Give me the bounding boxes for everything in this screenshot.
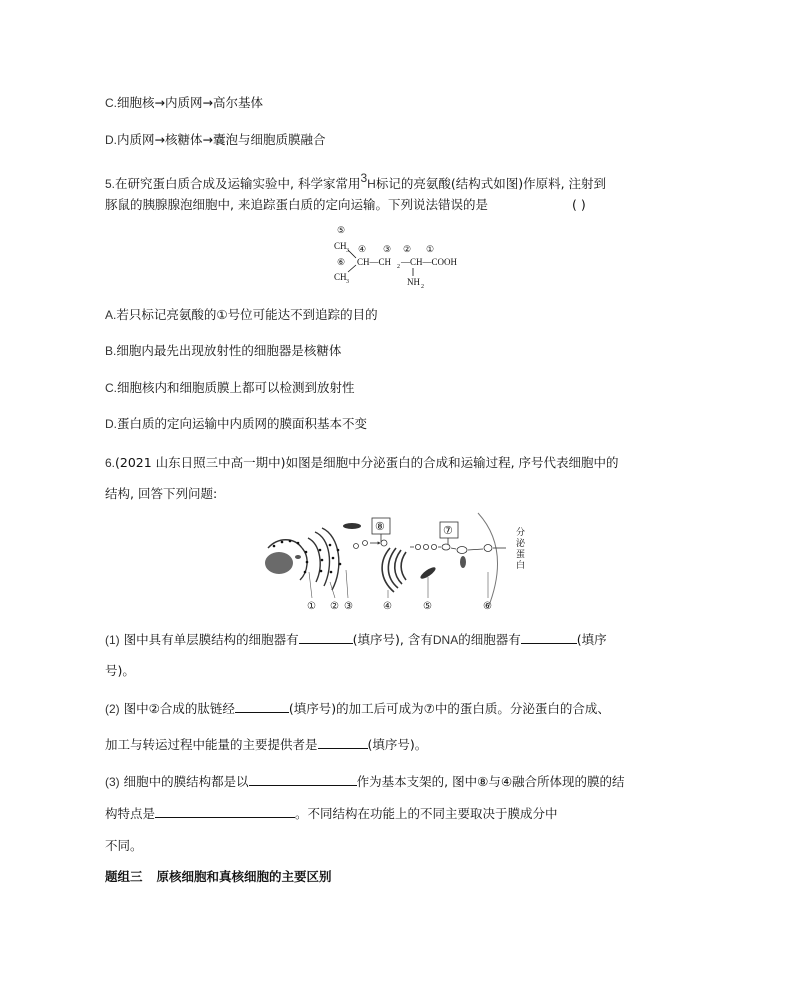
q6-stem-text-2: 结构, 回答下列问题: (105, 486, 218, 501)
text: (填序号), 含有 (352, 632, 433, 647)
label-3: ③ (344, 601, 353, 612)
option-text: 细胞核→内质网→高尔基体 (117, 95, 263, 110)
answer-paren: ( ) (572, 197, 586, 212)
section-text: 原核细胞和真核细胞的主要区别 (156, 869, 332, 884)
ch-ch-group: CH—CH (357, 257, 392, 267)
sub-number: (3) (105, 775, 120, 789)
nucleus (265, 552, 293, 574)
section-label: 题组三 (105, 869, 143, 884)
q5-option-d (105, 416, 367, 432)
question-number: 5. (105, 177, 116, 191)
text: 的细胞器有 (458, 632, 521, 647)
text: 加工与转运过程中能量的主要提供者是 (105, 737, 318, 752)
option-letter: C. (105, 381, 117, 395)
q5-stem-line1 (105, 170, 606, 192)
leucine-structure (325, 222, 470, 292)
svg-text:2: 2 (397, 264, 400, 270)
text: 细胞中的膜结构都是以 (123, 774, 249, 789)
ch3-bottom: CH (334, 272, 347, 282)
text: (填序号)。 (367, 737, 428, 752)
blank-4[interactable] (318, 737, 368, 749)
text: 。不同结构在功能上的不同主要取决于膜成分中 (295, 806, 558, 821)
option-text-2: 号位可能达不到追踪的目的 (227, 307, 378, 322)
text: 号)。 (105, 663, 135, 678)
text: 图中具有单层膜结构的细胞器有 (123, 632, 299, 647)
secretion-diagram (260, 510, 540, 612)
label-5: ⑤ (423, 601, 432, 612)
sub-number: (2) (105, 702, 120, 716)
option-letter: A. (105, 308, 117, 322)
marker-4: ④ (358, 244, 367, 254)
q5-stem-text-3: 豚鼠的胰腺腺泡细胞中, 来追踪蛋白质的定向运输。下列说法错误的是 (105, 197, 488, 212)
question-number: 6. (105, 456, 116, 470)
q6-sub2-line2 (105, 737, 427, 753)
q6-sub1-line2 (105, 663, 135, 679)
q5-option-b (105, 343, 341, 359)
golgi (382, 548, 406, 592)
svg-text:蛋: 蛋 (516, 549, 526, 559)
q6-sub2-line1 (105, 701, 610, 717)
q6-sub1-line1 (105, 632, 607, 648)
marker-6: ⑥ (337, 257, 346, 267)
option-letter: D. (105, 417, 117, 431)
svg-text:白: 白 (516, 560, 526, 570)
label-2: ② (330, 601, 339, 612)
q6-stem-text: 如图是细胞中分泌蛋白的合成和运输过程, 序号代表细胞中的 (285, 455, 619, 470)
marker-1: ① (426, 244, 435, 254)
marker-3: ③ (383, 244, 392, 254)
option-text: 若只标记亮氨酸的 (116, 307, 217, 322)
q5-stem-text-2: 标记的亮氨酸(结构式如图)作原料, 注射到 (375, 176, 607, 191)
svg-text:分: 分 (516, 527, 526, 537)
text: 不同。 (105, 838, 143, 853)
blank-5[interactable] (249, 774, 357, 786)
nh2-group: NH (407, 277, 420, 287)
option-letter: C. (105, 96, 117, 110)
q5-stem-text: 在研究蛋白质合成及运输实验中, 科学家常用 (115, 176, 361, 191)
text: 图中②合成的肽链经 (123, 701, 235, 716)
blank-2[interactable] (521, 632, 577, 644)
label-1: ① (307, 601, 316, 612)
option-text: 蛋白质的定向运输中内质网的膜面积基本不变 (117, 416, 368, 431)
q4-option-c (105, 95, 263, 111)
question-source: (2021 山东日照三中高一期中) (115, 455, 286, 470)
position-marker: ① (216, 307, 228, 322)
text: 构特点是 (105, 806, 156, 821)
q5-stem-line2 (105, 197, 488, 213)
q5-option-a (105, 307, 378, 323)
svg-text:泌: 泌 (516, 538, 526, 548)
marker-5: ⑤ (337, 225, 346, 235)
text: 作为基本支架的, 图中⑧与④融合所体现的膜的结 (356, 774, 625, 789)
text: (填序 (576, 632, 607, 647)
q6-stem-line2 (105, 486, 217, 502)
blank-3[interactable] (235, 701, 289, 713)
q4-option-d (105, 132, 325, 148)
label-4: ④ (383, 601, 392, 612)
option-text: 细胞核内和细胞质膜上都可以检测到放射性 (117, 380, 355, 395)
label-6: ⑥ (483, 601, 492, 612)
blank-6[interactable] (155, 806, 295, 818)
option-text: 细胞内最先出现放射性的细胞器是核糖体 (116, 343, 342, 358)
svg-text:3: 3 (346, 248, 349, 254)
text: (填序号)的加工后可成为⑦中的蛋白质。分泌蛋白的合成、 (288, 701, 610, 716)
q5-option-c (105, 380, 355, 396)
q6-sub3-line2 (105, 806, 558, 822)
svg-text:3: 3 (346, 279, 349, 285)
option-text: 内质网→核糖体→囊泡与细胞质膜融合 (117, 132, 326, 147)
ch3-top: CH (334, 241, 347, 251)
svg-text:2: 2 (421, 284, 424, 290)
dna-text: DNA (432, 633, 459, 647)
isotope-symbol: H (367, 177, 376, 191)
mitochondrion-top (343, 523, 361, 529)
option-letter: D. (105, 133, 117, 147)
q6-sub3-line3 (105, 838, 143, 854)
marker-2: ② (403, 244, 412, 254)
ch-cooh-group: —CH—COOH (401, 257, 458, 267)
mitochondrion-small (460, 556, 466, 568)
sub-number: (1) (105, 633, 120, 647)
q6-sub3-line1 (105, 774, 625, 790)
blank-1[interactable] (299, 632, 353, 644)
section-title (105, 869, 332, 885)
label-7: ⑦ (443, 525, 453, 537)
q6-stem-line1 (105, 455, 619, 471)
option-letter: B. (105, 344, 117, 358)
label-8: ⑧ (375, 521, 385, 533)
isotope-mass: 3 (360, 171, 368, 185)
